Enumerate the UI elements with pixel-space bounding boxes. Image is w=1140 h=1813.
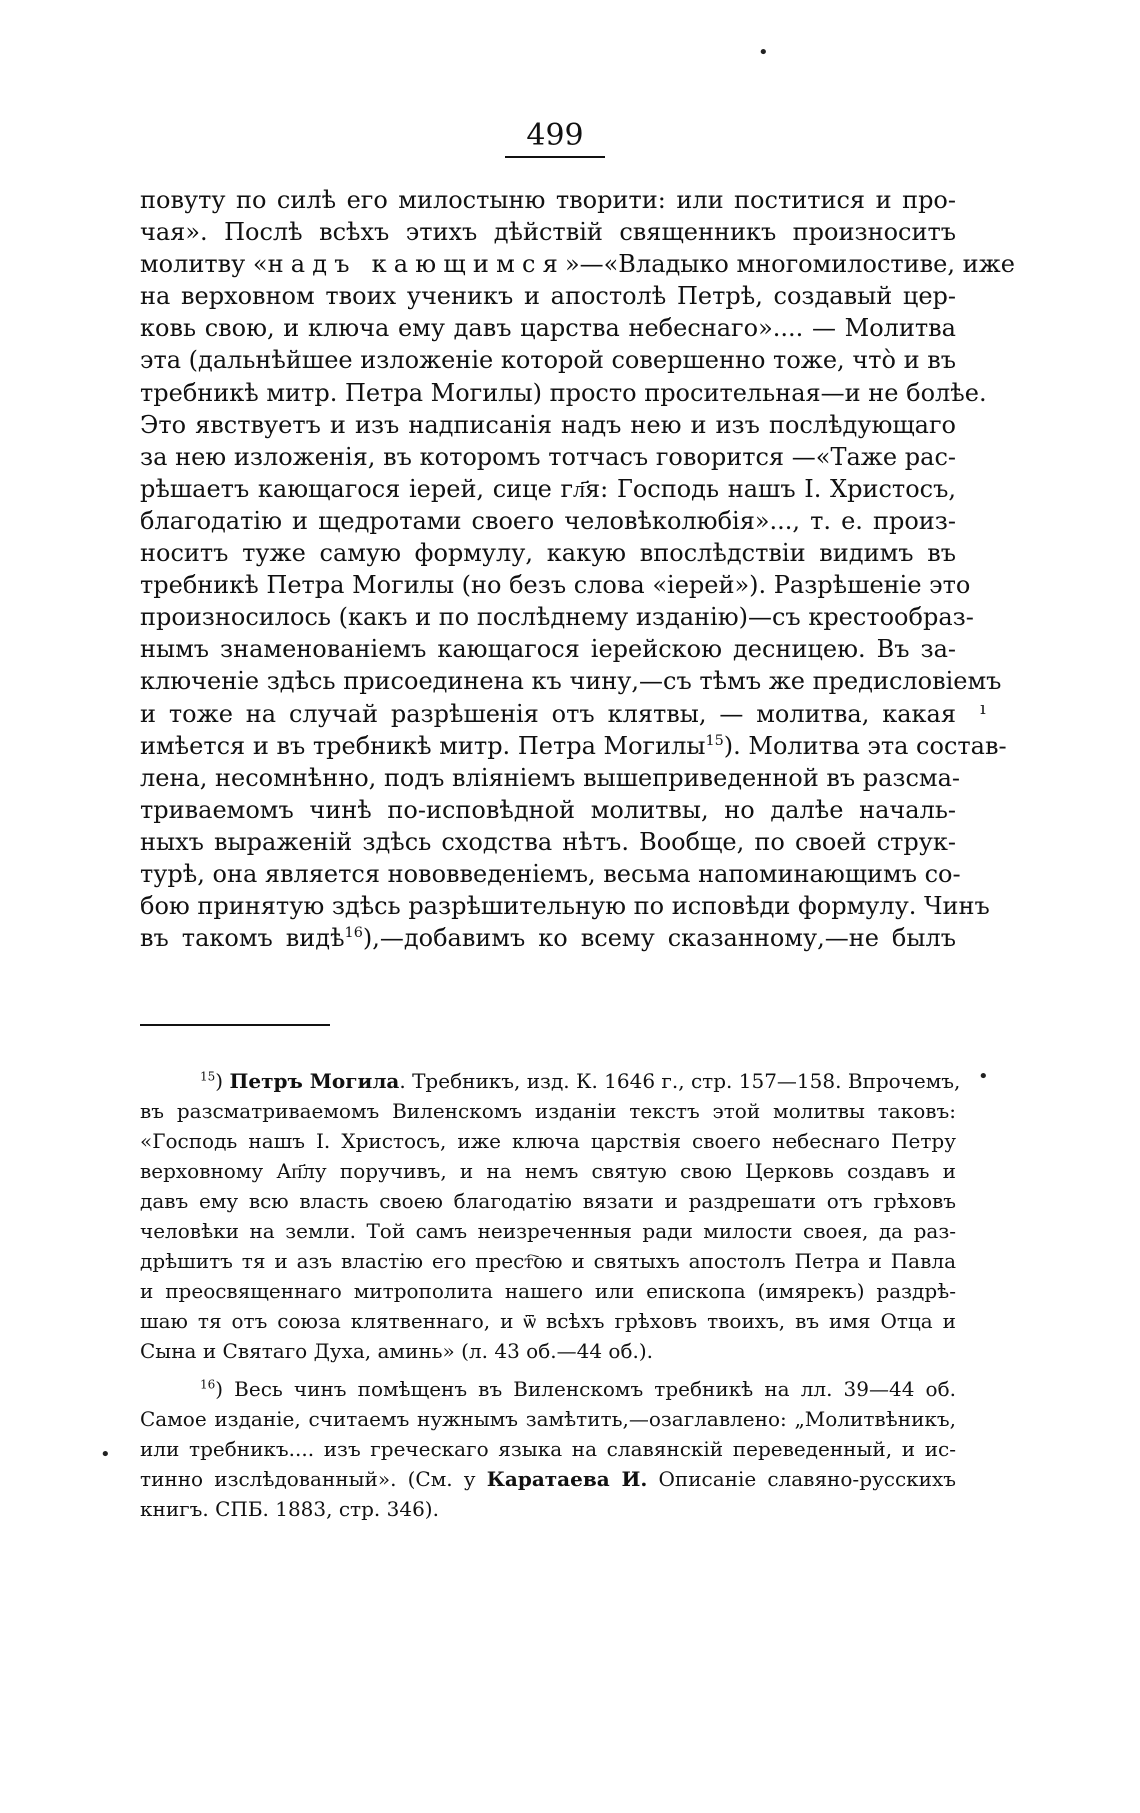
text-line: имѣется и въ требникѣ митр. Петра Могилы$^{15}$). Молитва эта состав- xyxy=(140,731,1007,760)
footnote-16 xyxy=(140,1374,956,1524)
text-line: за нею изложенія, въ которомъ тотчасъ говорится —«Таже рас- xyxy=(140,442,956,471)
text-line: чая». Послѣ всѣхъ этихъ дѣйствій священникъ произноситъ xyxy=(140,218,956,247)
text-line: эта (дальнѣйшее изложеніе которой совершенно тоже, чтò и въ xyxy=(140,346,956,375)
footnote-line: тинно изслѣдованный». (См. у Каратаева И. Описаніе славяно-русскихъ xyxy=(140,1467,956,1491)
text-line: требникѣ Петра Могилы (но безъ слова «іерей»). Разрѣшеніе это xyxy=(140,571,971,600)
text-line: ковь свою, и ключа ему давъ царства небеснаго».... — Молитва xyxy=(140,314,956,343)
footnote-line: или требникъ.... изъ греческаго языка на славянскій переведенный, и ис- xyxy=(140,1437,956,1461)
footnote-line: и преосвященнаго митрополита нашего или епископа (имярекъ) раздрѣ- xyxy=(140,1279,956,1303)
text-line: повуту по силѣ его милостыню творити: или поститися и про- xyxy=(140,186,956,214)
text-line: произносилось (какъ и по послѣднему изданію)—съ крестообраз- xyxy=(140,603,974,632)
text-line: ключеніе здѣсь присоединена къ чину,—съ тѣмъ же предисловіемъ xyxy=(140,667,1002,696)
text-line: нымъ знаменованіемъ кающагося іерейскою десницею. Въ за- xyxy=(140,635,956,664)
page-number-rule xyxy=(505,156,605,158)
footnote-marker: 15 xyxy=(200,1069,216,1084)
text-line: въ такомъ видѣ$^{16}$),—добавимъ ко всему сказанному,—не былъ xyxy=(140,924,956,953)
text-line: и тоже на случай разрѣшенія отъ клятвы, — молитва, какая xyxy=(140,699,956,728)
footnote-line: Самое изданіе, считаемъ нужнымъ замѣтить,—озаглавлено: „Молитвѣникъ, xyxy=(140,1407,956,1431)
margin-dot-right: • xyxy=(978,1066,989,1087)
margin-dot-top: • xyxy=(758,42,769,63)
footnote-line: книгъ. СПБ. 1883, стр. 346). xyxy=(140,1497,439,1521)
text-line: турѣ, она является нововведеніемъ, весьма напоминающимъ со- xyxy=(140,859,961,888)
main-text xyxy=(140,184,1015,954)
text-line: лена, несомнѣнно, подъ вліяніемъ вышеприведенной въ разсма- xyxy=(140,763,961,792)
footnotes xyxy=(140,1066,961,1532)
main-paragraph xyxy=(140,184,1015,954)
text-line: носитъ туже самую формулу, какую впослѣдствіи видимъ въ xyxy=(140,539,956,568)
text-line: рѣшаетъ кающагося іерей, сице гл҃я: Господь нашъ І. Христосъ, xyxy=(140,474,956,503)
footnote-line: шаю тя отъ союза клятвеннаго, и ѿ всѣхъ грѣховъ твоихъ, въ имя Отца и xyxy=(140,1309,956,1333)
footnote-line: Сына и Святаго Духа, аминь» (л. 43 об.—44 об.). xyxy=(140,1339,654,1363)
footnote-author: Петръ Могила xyxy=(229,1069,400,1093)
text-line: требникѣ митр. Петра Могилы) просто просительная—и не болѣе. xyxy=(140,378,987,407)
text-line: триваемомъ чинѣ по-исповѣдной молитвы, но далѣе началь- xyxy=(140,795,956,824)
footnote-ref-16[interactable]: 16 xyxy=(344,925,363,942)
text-line: Это явствуетъ и изъ надписанія надъ нею и изъ послѣдующаго xyxy=(140,410,956,439)
page-number: 499 xyxy=(526,118,584,153)
footnote-line: давъ ему всю власть своею благодатію вязати и раздрешати отъ грѣховъ xyxy=(140,1189,956,1213)
margin-dot-left: • xyxy=(100,1444,111,1465)
footnote-line: «Господь нашъ І. Христосъ, иже ключа царствія своего небеснаго Петру xyxy=(140,1129,956,1153)
footnote-line: $^{16}$) Весь чинъ помѣщенъ въ Виленскомъ требникѣ на лл. 39—44 об. xyxy=(200,1377,956,1401)
footnote-marker: 16 xyxy=(200,1377,216,1392)
footnote-line: $^{15}$) Петръ Могила. Требникъ, изд. К. 1646 г., стр. 157—158. Впрочемъ, xyxy=(200,1069,961,1093)
footnote-separator xyxy=(140,1024,330,1026)
spaced-emphasis: надъ кающимся xyxy=(267,250,565,279)
text-line: ныхъ выраженій здѣсь сходства нѣтъ. Вообще, по своей струк- xyxy=(140,827,956,856)
footnote-15 xyxy=(140,1066,961,1366)
text-line: молитву «надъ кающимся»—«Владыко многомилостиве, иже xyxy=(140,250,1015,279)
margin-tick-right: ı xyxy=(980,698,986,719)
text-line: бою принятую здѣсь разрѣшительную по исповѣди формулу. Чинъ xyxy=(140,892,990,921)
text-line: на верховном твоих ученикъ и апостолѣ Петрѣ, создавый цер- xyxy=(140,282,956,311)
footnote-line: въ разсматриваемомъ Виленскомъ изданіи текстъ этой молитвы таковъ: xyxy=(140,1099,956,1123)
footnote-line: верховному Ап҃лу поручивъ, и на немъ святую свою Церковь создавъ и xyxy=(140,1159,956,1183)
footnote-author: Каратаева И. xyxy=(486,1467,648,1491)
footnote-ref-15[interactable]: 15 xyxy=(705,732,724,749)
footnote-line: человѣки на земли. Той самъ неизреченныя ради милости своея, да раз- xyxy=(140,1219,956,1243)
footnote-line: дрѣшитъ тя и азъ властію его прест҇ою и святыхъ апостолъ Петра и Павла xyxy=(140,1249,956,1273)
text-line: благодатію и щедротами своего человѣколюбія»..., т. е. произ- xyxy=(140,506,956,535)
